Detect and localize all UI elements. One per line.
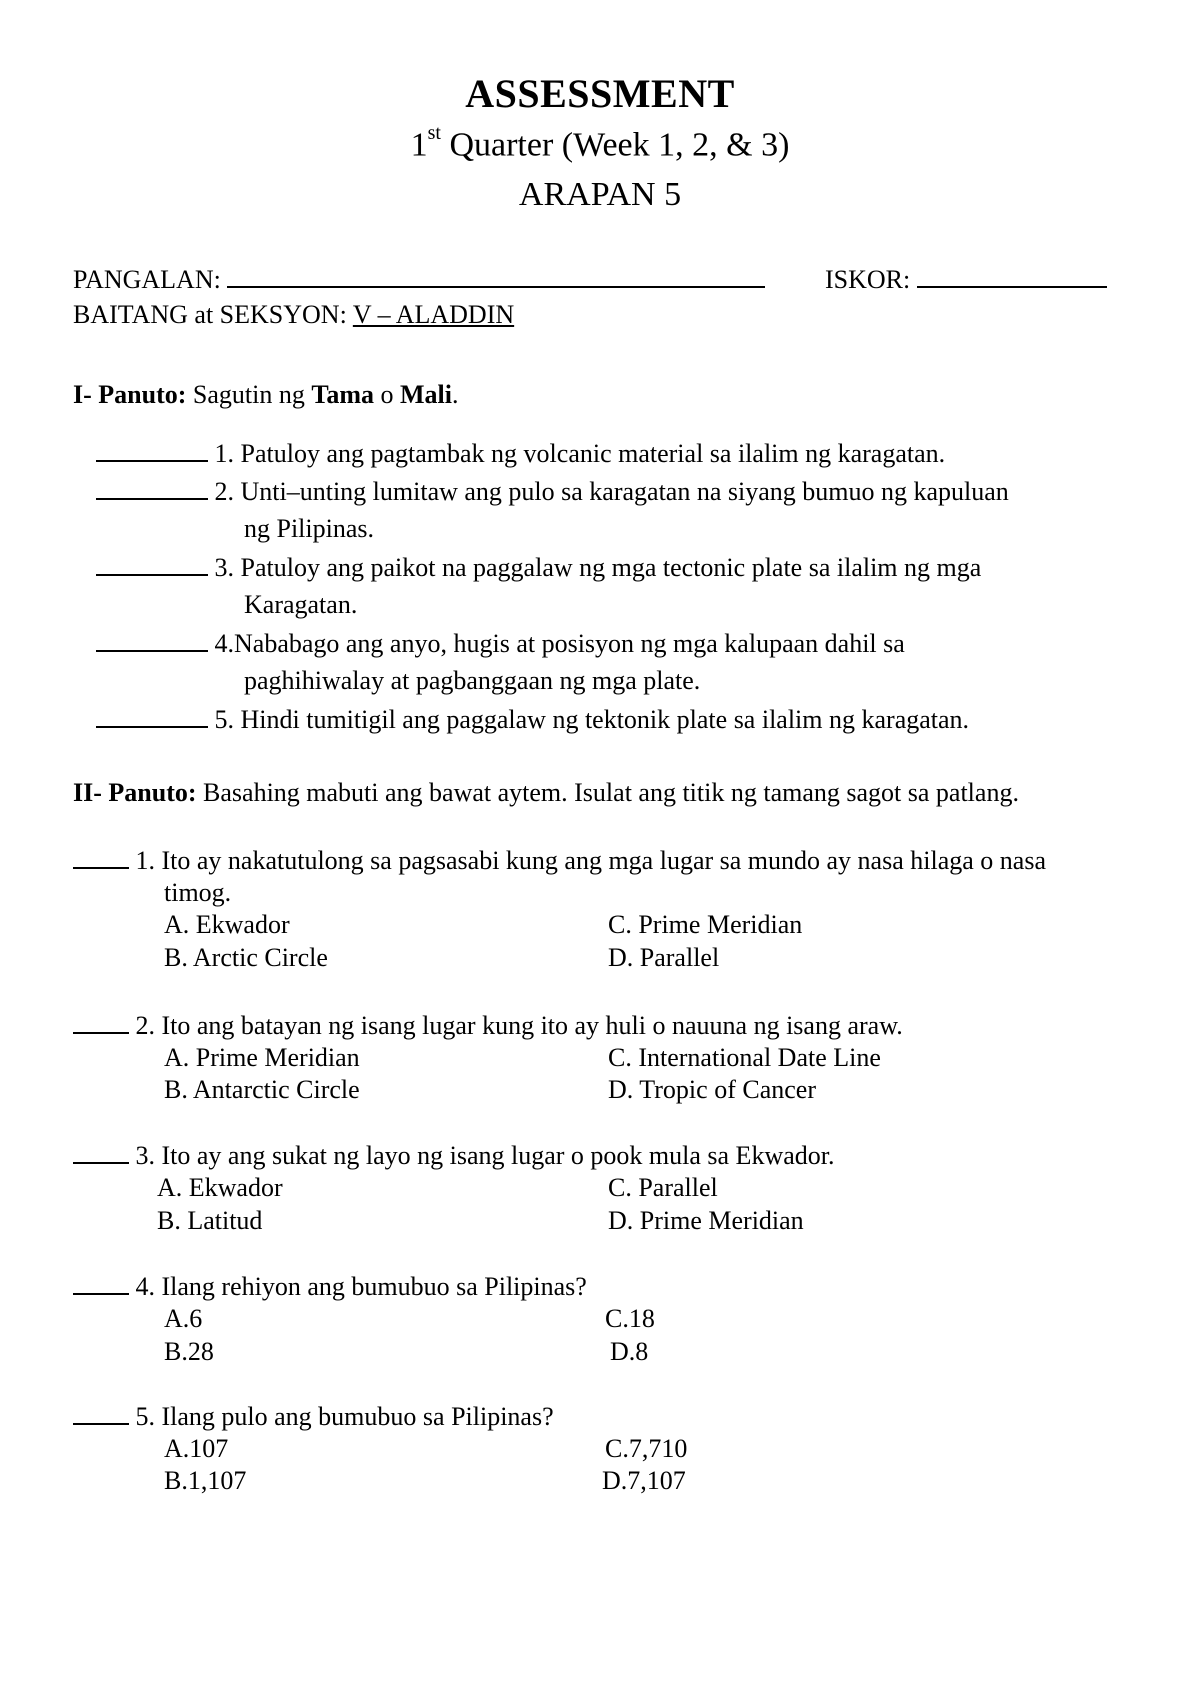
tf-item [96,628,905,659]
choice-c: C. Parallel [608,1173,718,1202]
subject-title: ARAPAN 5 [518,176,682,213]
tf-answer-line-3[interactable] [96,552,208,576]
tf-item-text: 2. Unti–unting lumitaw ang pulo sa karagatan na siyang bumuo ng kapuluan [214,477,1009,506]
mc-question [73,1401,554,1432]
tf-item [96,476,1009,507]
mc-question-text: 4. Ilang rehiyon ang bumubuo sa Pilipinas? [135,1272,587,1301]
part2-instruction-text: Basahing mabuti ang bawat aytem. Isulat ang titik ng tamang sagot sa patlang. [196,778,1019,807]
tf-answer-line-4[interactable] [96,628,208,652]
grade-section-field [73,300,514,330]
tf-answer-line-1[interactable] [96,438,208,462]
choice-a: A. Ekwador [157,1173,283,1202]
choice-b: B.28 [164,1337,214,1366]
tf-answer-line-2[interactable] [96,476,208,500]
mc-question-continuation: timog. [164,878,232,907]
part1-o: o [373,380,400,409]
part2-panuto-label: Panuto: [108,778,197,807]
part2-numeral: II- [73,778,109,807]
tf-item-text: 3. Patuloy ang paikot na paggalaw ng mga tectonic plate sa ilalim ng mga [214,553,982,582]
mc-answer-line-4[interactable] [73,1271,129,1295]
part1-period: . [451,380,459,409]
tf-item [96,438,945,469]
name-input-line[interactable] [227,264,765,288]
tf-item [96,552,981,583]
name-field [73,264,765,295]
grade-section-value: V – ALADDIN [352,300,515,329]
part1-mali: Mali [399,380,452,409]
choice-c: C.7,710 [605,1434,688,1463]
choice-b: B. Latitud [157,1206,263,1235]
choice-d: D. Tropic of Cancer [608,1075,816,1104]
choice-d: D.8 [610,1337,649,1366]
choice-b: B. Arctic Circle [164,943,328,972]
score-field [825,264,1107,295]
choice-d: D. Parallel [608,943,720,972]
part1-numeral: I- [73,380,99,409]
mc-question-text: 3. Ito ay ang sukat ng layo ng isang lugar o pook mula sa Ekwador. [135,1141,835,1170]
score-label: ISKOR: [825,265,911,294]
mc-answer-line-2[interactable] [73,1010,129,1034]
grade-section-label: BAITANG at SEKSYON: [73,300,347,329]
choice-a: A.107 [164,1434,229,1463]
mc-question [73,1271,587,1302]
quarter-ordinal: st [427,122,441,144]
choice-a: A.6 [164,1304,203,1333]
tf-item-continuation: Karagatan. [244,590,358,619]
tf-item-text: 4.Nababago ang anyo, hugis at posisyon ng mga kalupaan dahil sa [214,629,905,658]
mc-question [73,1140,834,1171]
choice-b: B. Antarctic Circle [164,1075,360,1104]
tf-item-text: 5. Hindi tumitigil ang paggalaw ng tektonik plate sa ilalim ng karagatan. [214,705,970,734]
choice-c: C. International Date Line [608,1043,881,1072]
page-title: ASSESSMENT [465,71,735,116]
choice-b: B.1,107 [164,1466,247,1495]
mc-question-text: 2. Ito ang batayan ng isang lugar kung ito ay huli o nauuna ng isang araw. [135,1011,903,1040]
tf-item [96,704,969,735]
tf-answer-line-5[interactable] [96,704,208,728]
part1-tama: Tama [311,380,374,409]
tf-item-continuation: paghihiwalay at pagbanggaan ng mga plate. [244,666,701,695]
part1-instruction-text: Sagutin ng [186,380,312,409]
choice-d: D.7,107 [602,1466,686,1495]
quarter-number: 1 [410,126,428,164]
tf-item-text: 1. Patuloy ang pagtambak ng volcanic material sa ilalim ng karagatan. [214,439,946,468]
choice-c: C. Prime Meridian [608,910,803,939]
quarter-weeks: Quarter (Week 1, 2, & 3) [440,126,790,164]
mc-question [73,845,1046,876]
mc-answer-line-3[interactable] [73,1140,129,1164]
name-label: PANGALAN: [73,265,221,294]
mc-answer-line-1[interactable] [73,845,129,869]
choice-a: A. Ekwador [164,910,290,939]
part2-instructions [73,778,1019,808]
mc-question [73,1010,903,1041]
mc-question-text: 1. Ito ay nakatutulong sa pagsasabi kung ang mga lugar sa mundo ay nasa hilaga o nasa [135,846,1046,875]
choice-d: D. Prime Meridian [608,1206,804,1235]
part1-panuto-label: Panuto: [98,380,187,409]
choice-a: A. Prime Meridian [164,1043,360,1072]
mc-answer-line-5[interactable] [73,1401,129,1425]
part1-instructions [73,380,458,410]
quarter-subtitle [0,122,1200,164]
mc-question-text: 5. Ilang pulo ang bumubuo sa Pilipinas? [135,1402,554,1431]
score-input-line[interactable] [917,264,1107,288]
tf-item-continuation: ng Pilipinas. [244,514,375,543]
choice-c: C.18 [605,1304,655,1333]
